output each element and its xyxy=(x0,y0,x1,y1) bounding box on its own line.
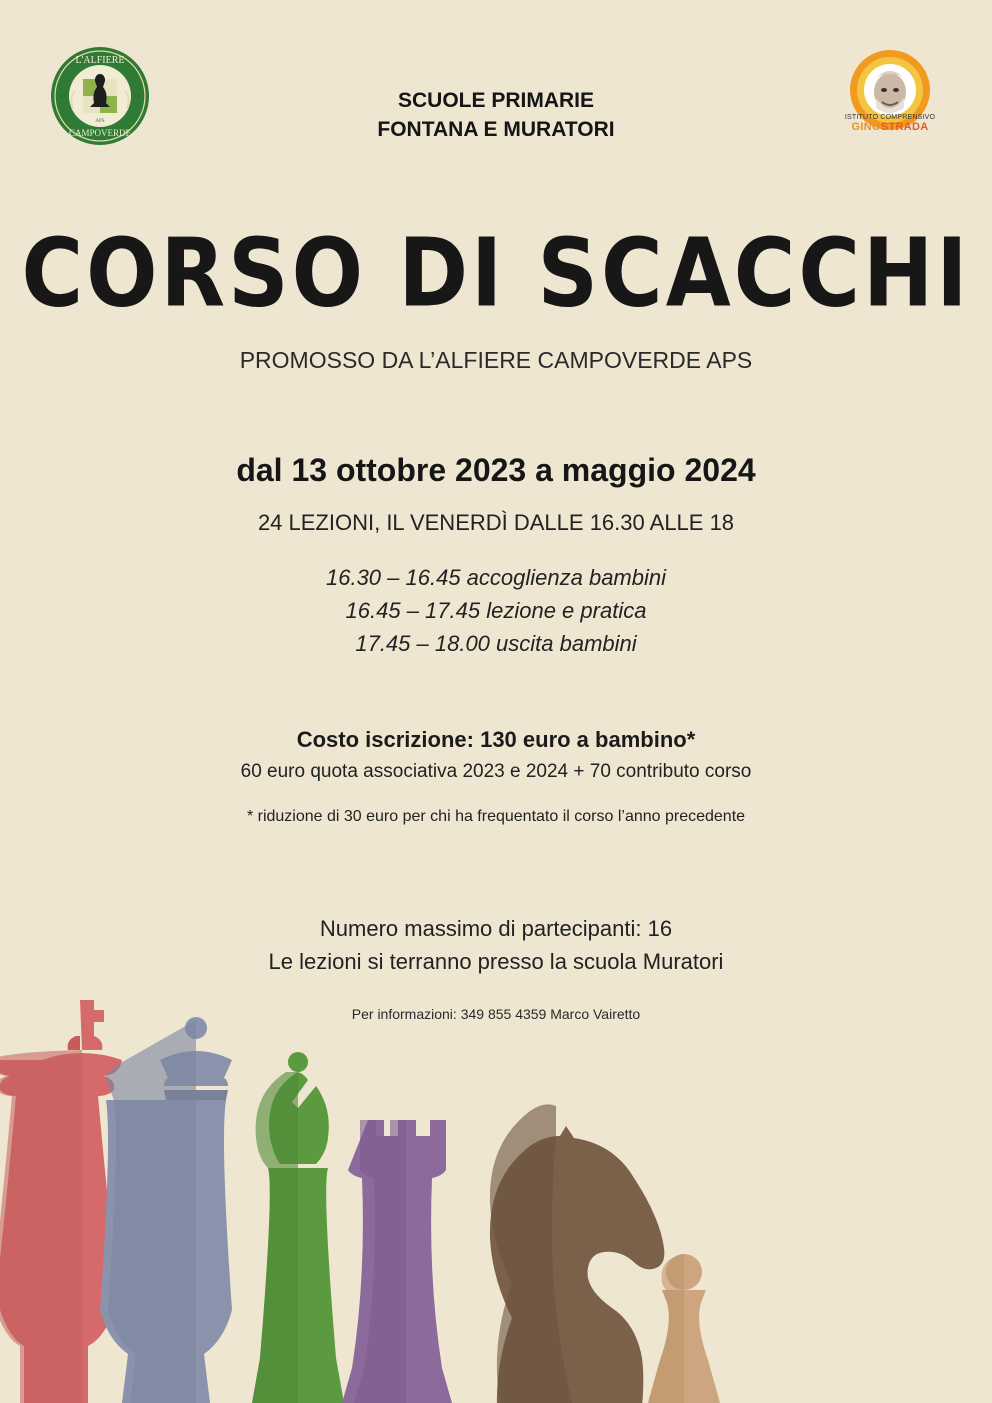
location-info: Le lezioni si terranno presso la scuola Muratori xyxy=(268,949,724,974)
schedule-item: 16.30 – 16.45 accoglienza bambini xyxy=(325,565,667,590)
info-block xyxy=(0,912,992,978)
pawn-icon xyxy=(648,1254,720,1403)
max-participants: Numero massimo di partecipanti: 16 xyxy=(319,916,673,941)
king-icon xyxy=(0,1000,122,1403)
school-header-line1: SCUOLE PRIMARIE xyxy=(397,89,594,112)
school-header xyxy=(0,86,992,144)
schedule-item: 17.45 – 18.00 uscita bambini xyxy=(355,631,637,656)
logo-bottom-text: CAMPOVERDE xyxy=(68,128,132,138)
logo-center-text: APS xyxy=(95,119,105,124)
page-title: CORSO DI SCACCHI xyxy=(21,218,971,328)
promoter-text: PROMOSSO DA L’ALFIERE CAMPOVERDE APS xyxy=(239,347,753,373)
bishop-icon xyxy=(252,1052,344,1403)
schedule-list xyxy=(0,561,992,660)
school-header-line2: FONTANA E MURATORI xyxy=(377,118,615,141)
chess-pieces-illustration xyxy=(0,990,992,1403)
rook-icon xyxy=(342,1120,452,1403)
queen-icon xyxy=(100,1017,232,1403)
cost-main: Costo iscrizione: 130 euro a bambino* xyxy=(296,727,696,752)
cost-detail: 60 euro quota associativa 2023 e 2024 + 70 contributo corso xyxy=(240,761,752,782)
cost-note: * riduzione di 30 euro per chi ha frequentato il corso l’anno precedente xyxy=(246,808,746,825)
schedule-item: 16.45 – 17.45 lezione e pratica xyxy=(345,598,647,623)
lessons-info: 24 LEZIONI, IL VENERDÌ DALLE 16.30 ALLE 18 xyxy=(257,510,735,535)
knight-icon xyxy=(490,1104,664,1403)
contact-info: Per informazioni: 349 855 4359 Marco Vairetto xyxy=(351,1006,641,1022)
logo-right-small-text: ISTITUTO COMPRENSIVO xyxy=(844,114,936,121)
logo-right-brand-part2: STRADA xyxy=(880,121,929,133)
logo-right-brand-part1: GINO xyxy=(851,121,881,133)
logo-top-text: L'ALFIERE xyxy=(75,55,125,66)
course-dates: dal 13 ottobre 2023 a maggio 2024 xyxy=(236,452,756,488)
